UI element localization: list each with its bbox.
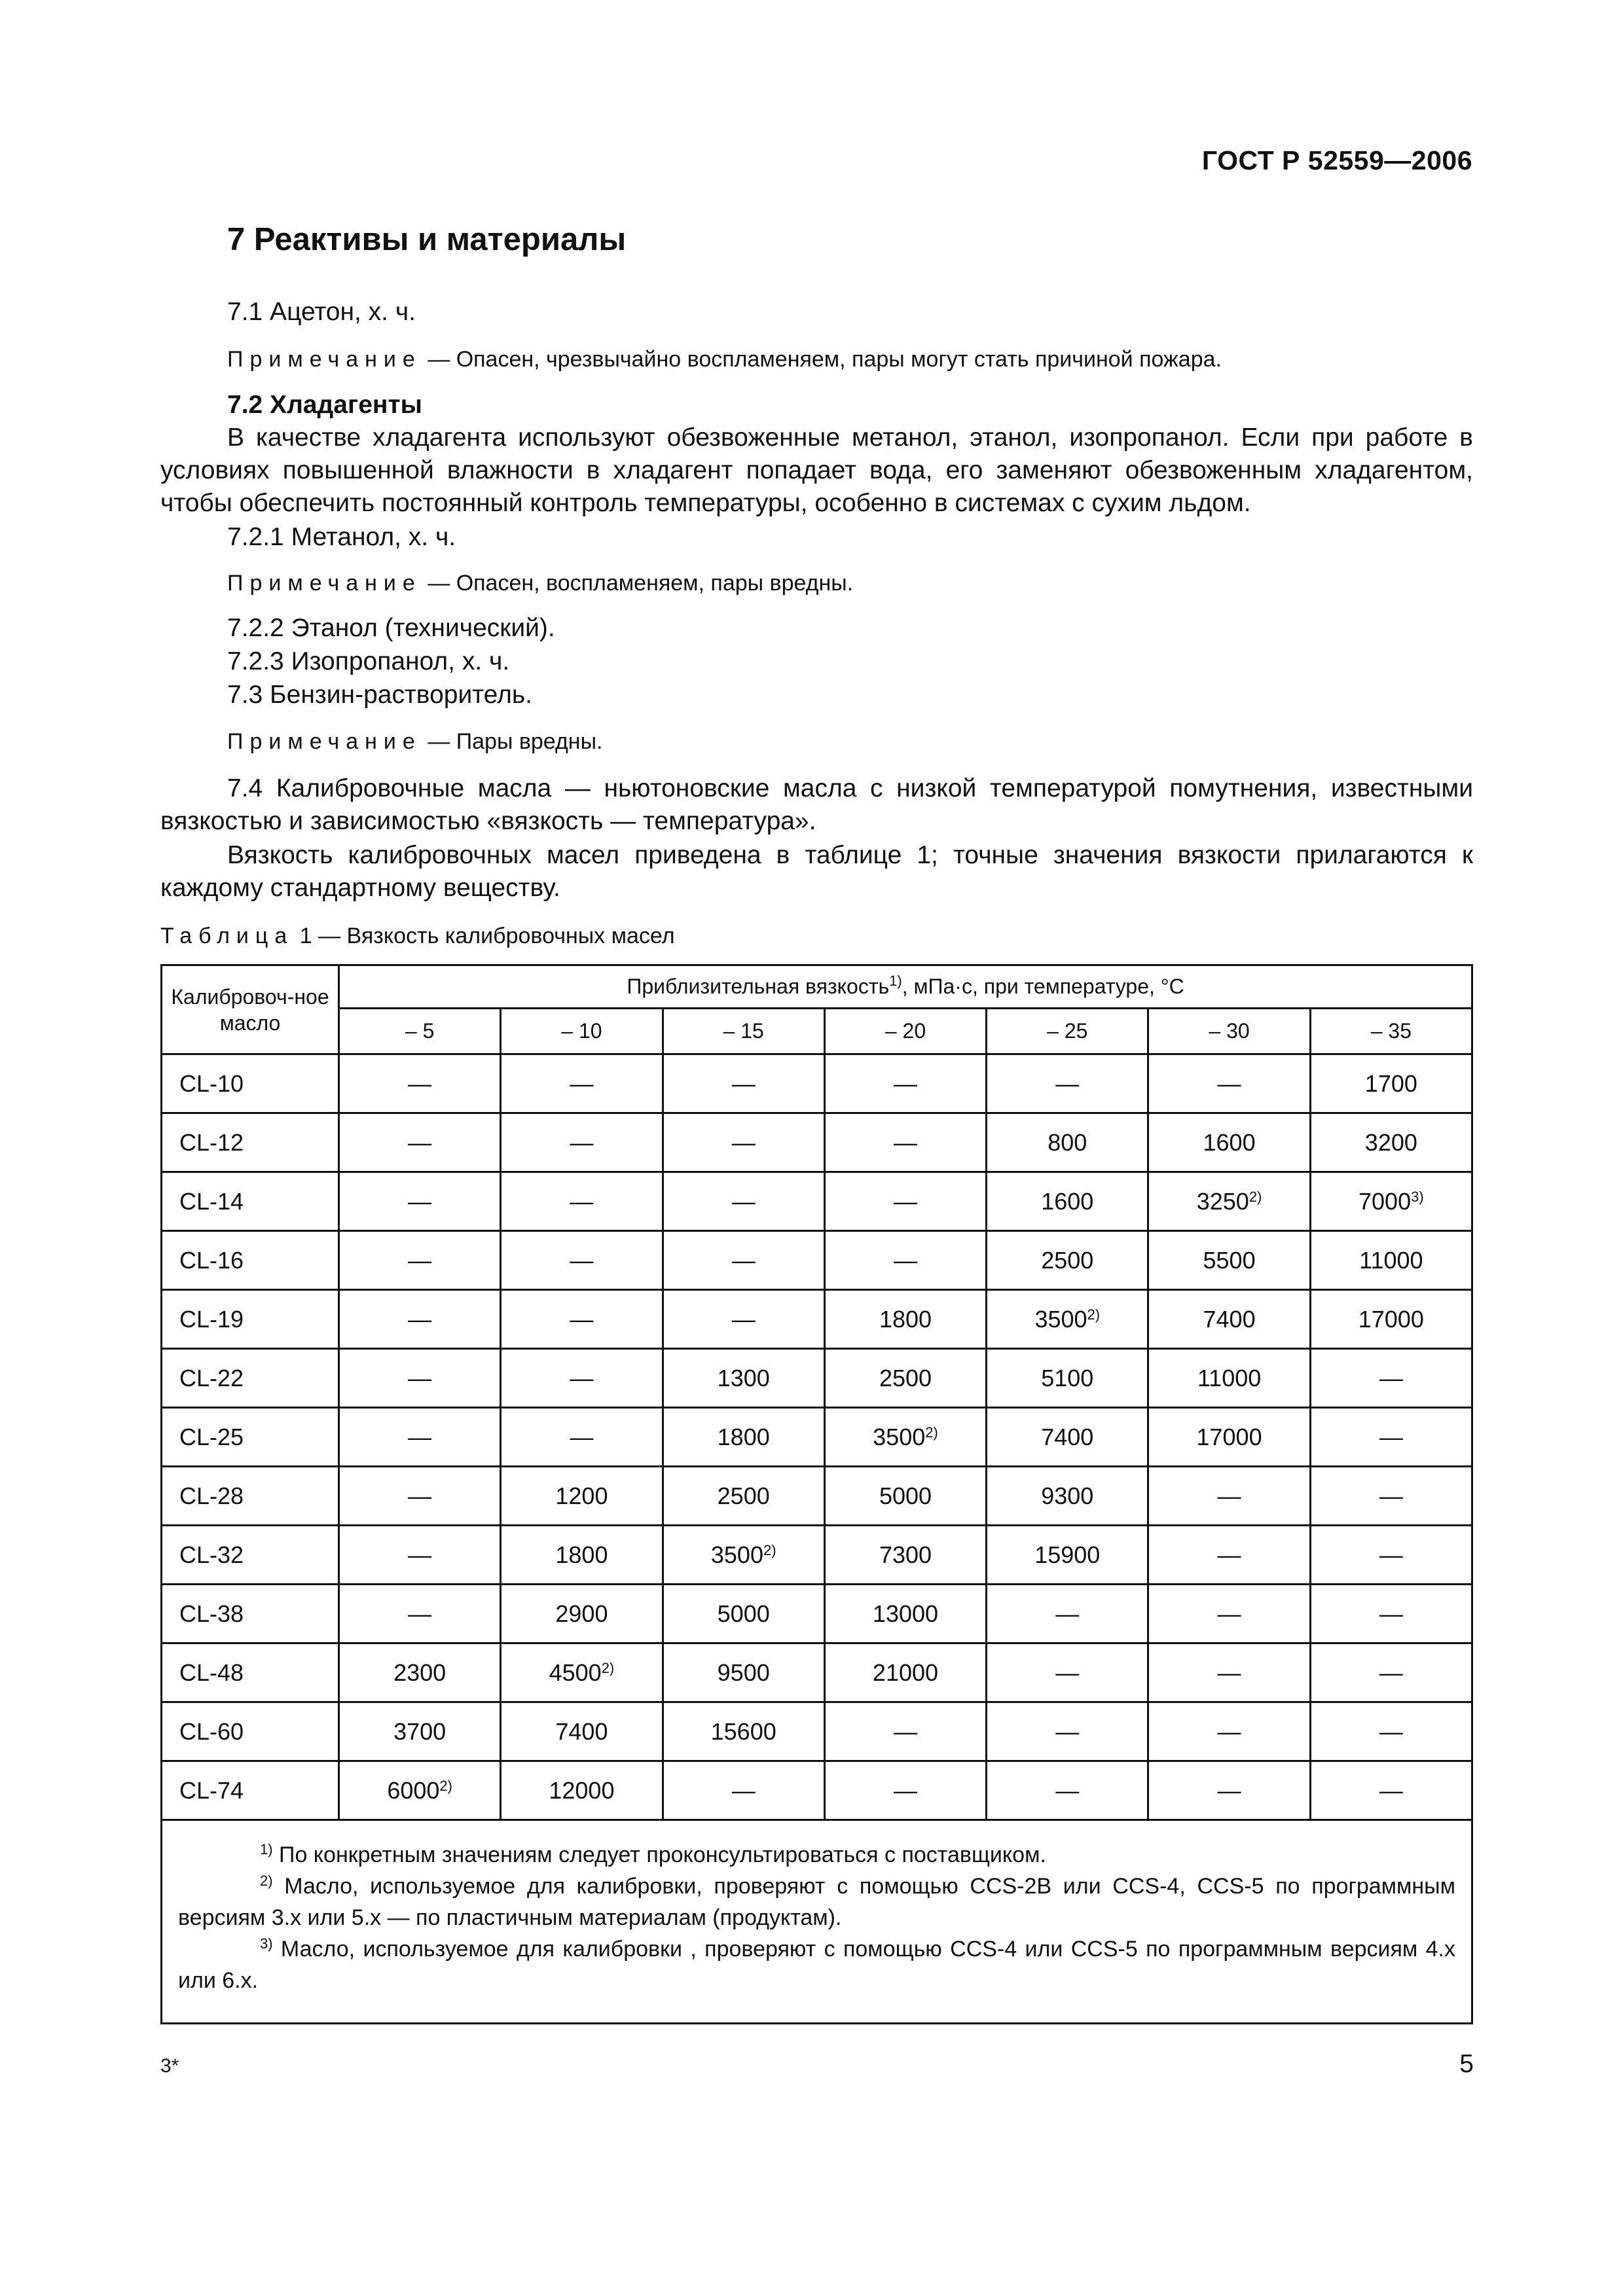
oil-name: CL-22 xyxy=(162,1349,339,1408)
viscosity-value: — xyxy=(893,1776,917,1804)
section-title: 7 Реактивы и материалы xyxy=(227,222,627,257)
oil-name: CL-25 xyxy=(162,1408,339,1467)
viscosity-cell xyxy=(501,1761,663,1820)
viscosity-value: 5500 xyxy=(1203,1246,1256,1274)
viscosity-cell xyxy=(824,1290,986,1349)
viscosity-cell xyxy=(1148,1231,1310,1290)
viscosity-cell xyxy=(987,1761,1148,1820)
viscosity-value: — xyxy=(408,1423,432,1450)
viscosity-value: — xyxy=(408,1482,432,1509)
footnote-text: Масло, используемое для калибровки , проверяют с помощью CCS-4 или CCS-5 по программным версиям 4.х или 6.х. xyxy=(178,1937,1455,1993)
viscosity-cell xyxy=(1148,1408,1310,1467)
oil-name: CL-16 xyxy=(162,1231,339,1290)
viscosity-cell xyxy=(501,1467,663,1526)
viscosity-cell xyxy=(339,1702,501,1761)
column-header-temp: – 25 xyxy=(987,1009,1148,1054)
viscosity-cell xyxy=(1148,1467,1310,1526)
viscosity-cell xyxy=(501,1408,663,1467)
footnote-ref: 1) xyxy=(889,973,902,989)
footnote xyxy=(178,1871,1455,1933)
viscosity-cell xyxy=(663,1172,824,1231)
note-text: — Пары вредны. xyxy=(421,729,603,754)
viscosity-value: — xyxy=(408,1364,432,1391)
table-caption-text: 1 — Вязкость калибровочных масел xyxy=(293,924,675,948)
table-row xyxy=(162,1231,1472,1290)
viscosity-cell xyxy=(663,1231,824,1290)
viscosity-cell xyxy=(987,1231,1148,1290)
viscosity-value: — xyxy=(731,1776,756,1804)
table-row xyxy=(162,1290,1472,1349)
viscosity-value: 1800 xyxy=(717,1423,770,1450)
viscosity-cell xyxy=(1310,1585,1472,1643)
viscosity-cell xyxy=(987,1408,1148,1467)
viscosity-cell xyxy=(663,1054,824,1113)
table-row xyxy=(162,1113,1472,1172)
viscosity-value: 11000 xyxy=(1359,1246,1423,1274)
oil-name: CL-14 xyxy=(162,1172,339,1231)
viscosity-value: — xyxy=(408,1305,432,1333)
viscosity-value: — xyxy=(1217,1600,1241,1627)
viscosity-cell xyxy=(1148,1702,1310,1761)
viscosity-value: — xyxy=(1379,1423,1403,1450)
viscosity-cell xyxy=(824,1585,986,1643)
table-row xyxy=(162,1054,1472,1113)
viscosity-cell xyxy=(339,1408,501,1467)
viscosity-value: 3500 xyxy=(710,1541,763,1568)
oil-name: CL-60 xyxy=(162,1702,339,1761)
viscosity-cell xyxy=(339,1585,501,1643)
para-7-4: 7.4 Калибровочные масла — ньютоновские масла с низкой температурой помутнения, известными вязкостью и зависимостью «вязкость — температура». xyxy=(160,774,1473,835)
viscosity-value: — xyxy=(1217,1541,1241,1568)
viscosity-value: — xyxy=(1379,1717,1403,1745)
viscosity-value: 5100 xyxy=(1041,1364,1094,1391)
viscosity-value: 3250 xyxy=(1196,1187,1249,1215)
viscosity-value: 21000 xyxy=(872,1659,939,1686)
viscosity-cell xyxy=(987,1349,1148,1408)
viscosity-value: 5000 xyxy=(717,1600,770,1627)
viscosity-cell xyxy=(824,1408,986,1467)
viscosity-value: 1200 xyxy=(555,1482,608,1509)
viscosity-cell xyxy=(987,1526,1148,1585)
viscosity-value: 1800 xyxy=(555,1541,608,1568)
viscosity-cell xyxy=(824,1643,986,1702)
para-7-1: 7.1 Ацетон, х. ч. xyxy=(227,298,416,326)
table-caption-label: Таблица xyxy=(160,924,294,948)
viscosity-value: — xyxy=(1055,1659,1080,1686)
viscosity-cell xyxy=(663,1113,824,1172)
viscosity-cell xyxy=(501,1290,663,1349)
footnote-text: Масло, используемое для калибровки, проверяют с помощью CCS-2В или CCS-4, CCS-5 по программным версиям 3.х или 5.х — по пластичным материалам (продуктам). xyxy=(178,1874,1455,1930)
viscosity-cell xyxy=(339,1643,501,1702)
viscosity-cell xyxy=(987,1113,1148,1172)
viscosity-cell xyxy=(987,1702,1148,1761)
oil-name: CL-12 xyxy=(162,1113,339,1172)
column-header-temp: – 30 xyxy=(1148,1009,1310,1054)
viscosity-value: — xyxy=(408,1187,432,1215)
viscosity-value: — xyxy=(408,1541,432,1568)
viscosity-cell xyxy=(501,1643,663,1702)
viscosity-value: — xyxy=(893,1187,917,1215)
column-header-oil: Калибровоч-ное масло xyxy=(162,965,339,1054)
viscosity-value: — xyxy=(1217,1482,1241,1509)
viscosity-value: 1600 xyxy=(1203,1128,1256,1156)
note-text: — Опасен, воспламеняем, пары вредны. xyxy=(421,571,854,596)
viscosity-cell xyxy=(339,1290,501,1349)
para-7-4-viscosity: Вязкость калибровочных масел приведена в таблице 1; точные значения вязкости прилагаются к каждому стандартному веществу. xyxy=(160,841,1473,902)
viscosity-cell xyxy=(1310,1761,1472,1820)
viscosity-cell xyxy=(1310,1408,1472,1467)
note-label: Примечание xyxy=(227,729,422,754)
note-text: — Опасен, чрезвычайно воспламеняем, пары могут стать причиной пожара. xyxy=(421,347,1222,372)
table-row xyxy=(162,1702,1472,1761)
para-7-2-1: 7.2.1 Метанол, х. ч. xyxy=(227,523,456,551)
viscosity-value: 12000 xyxy=(549,1776,615,1804)
viscosity-value: — xyxy=(731,1128,756,1156)
viscosity-cell xyxy=(1310,1643,1472,1702)
viscosity-value: — xyxy=(570,1364,594,1391)
viscosity-value: 6000 xyxy=(387,1776,440,1804)
viscosity-cell xyxy=(1148,1526,1310,1585)
note-label: Примечание xyxy=(227,347,422,372)
viscosity-value: — xyxy=(731,1069,756,1097)
table-caption xyxy=(160,924,675,949)
viscosity-value: 3700 xyxy=(393,1717,447,1745)
viscosity-value: — xyxy=(1217,1717,1241,1745)
viscosity-value: — xyxy=(1379,1364,1403,1391)
viscosity-cell xyxy=(501,1231,663,1290)
viscosity-cell xyxy=(987,1585,1148,1643)
sheet-mark: 3* xyxy=(160,2055,179,2077)
viscosity-cell xyxy=(1310,1172,1472,1231)
column-header-temp: – 10 xyxy=(501,1009,663,1054)
viscosity-cell xyxy=(824,1761,986,1820)
viscosity-value: 2900 xyxy=(555,1600,608,1627)
footnote-ref: 2) xyxy=(439,1777,452,1794)
viscosity-table xyxy=(160,964,1473,2024)
column-header-temp: – 5 xyxy=(339,1009,501,1054)
viscosity-cell xyxy=(339,1172,501,1231)
viscosity-cell xyxy=(1310,1054,1472,1113)
viscosity-value: 5000 xyxy=(879,1482,932,1509)
footnote-text: По конкретным значениям следует проконсультироваться с поставщиком. xyxy=(272,1842,1046,1867)
footnote-mark: 3) xyxy=(260,1935,273,1952)
viscosity-cell xyxy=(824,1526,986,1585)
viscosity-value: 15900 xyxy=(1034,1541,1101,1568)
table-row xyxy=(162,1585,1472,1643)
viscosity-value: 1300 xyxy=(717,1364,770,1391)
viscosity-value: — xyxy=(1217,1776,1241,1804)
viscosity-cell xyxy=(501,1054,663,1113)
viscosity-value: — xyxy=(1379,1600,1403,1627)
viscosity-cell xyxy=(824,1702,986,1761)
viscosity-value: — xyxy=(570,1305,594,1333)
viscosity-cell xyxy=(824,1467,986,1526)
footnote-mark: 2) xyxy=(260,1873,273,1889)
viscosity-value: — xyxy=(893,1717,917,1745)
viscosity-cell xyxy=(1148,1643,1310,1702)
footnote xyxy=(178,1839,1455,1871)
viscosity-value: — xyxy=(570,1423,594,1450)
footnote-ref: 2) xyxy=(1249,1188,1262,1205)
viscosity-cell xyxy=(1310,1113,1472,1172)
column-header-temp: – 15 xyxy=(663,1009,824,1054)
viscosity-value: — xyxy=(1217,1069,1241,1097)
viscosity-value: 3500 xyxy=(1034,1305,1087,1333)
viscosity-value: 1800 xyxy=(879,1305,932,1333)
viscosity-cell xyxy=(663,1702,824,1761)
viscosity-cell xyxy=(663,1408,824,1467)
viscosity-cell xyxy=(663,1585,824,1643)
oil-name: CL-74 xyxy=(162,1761,339,1820)
viscosity-cell xyxy=(1310,1231,1472,1290)
viscosity-cell xyxy=(1148,1585,1310,1643)
viscosity-cell xyxy=(1310,1702,1472,1761)
viscosity-value: 17000 xyxy=(1196,1423,1262,1450)
viscosity-cell xyxy=(987,1290,1148,1349)
table-row xyxy=(162,1349,1472,1408)
footnote-ref: 2) xyxy=(1087,1306,1101,1323)
para-7-2-3: 7.2.3 Изопропанол, х. ч. xyxy=(227,647,510,675)
viscosity-cell xyxy=(663,1761,824,1820)
viscosity-value: 7400 xyxy=(1041,1423,1094,1450)
viscosity-value: — xyxy=(731,1246,756,1274)
oil-name: CL-48 xyxy=(162,1643,339,1702)
table-row xyxy=(162,1467,1472,1526)
note-label: Примечание xyxy=(227,571,422,596)
viscosity-cell xyxy=(1148,1054,1310,1113)
viscosity-value: — xyxy=(408,1600,432,1627)
oil-name: CL-38 xyxy=(162,1585,339,1643)
viscosity-value: — xyxy=(570,1187,594,1215)
viscosity-value: 7300 xyxy=(879,1541,932,1568)
viscosity-value: — xyxy=(1379,1659,1403,1686)
viscosity-value: 2300 xyxy=(393,1659,447,1686)
viscosity-cell xyxy=(1148,1172,1310,1231)
viscosity-value: 2500 xyxy=(879,1364,932,1391)
viscosity-cell xyxy=(1310,1349,1472,1408)
viscosity-cell xyxy=(501,1702,663,1761)
viscosity-cell xyxy=(1310,1467,1472,1526)
note-acetone xyxy=(227,347,1222,372)
viscosity-cell xyxy=(663,1349,824,1408)
viscosity-cell xyxy=(1148,1761,1310,1820)
viscosity-value: — xyxy=(570,1069,594,1097)
table-row xyxy=(162,1761,1472,1820)
viscosity-value: 3500 xyxy=(873,1423,926,1450)
footnote-ref: 2) xyxy=(925,1424,938,1441)
viscosity-cell xyxy=(339,1761,501,1820)
viscosity-value: — xyxy=(731,1187,756,1215)
column-header-temp: – 35 xyxy=(1310,1009,1472,1054)
viscosity-value: 1700 xyxy=(1364,1069,1417,1097)
viscosity-value: — xyxy=(570,1128,594,1156)
viscosity-value: 2500 xyxy=(1041,1246,1094,1274)
viscosity-value: — xyxy=(1379,1541,1403,1568)
viscosity-cell xyxy=(501,1349,663,1408)
viscosity-cell xyxy=(987,1054,1148,1113)
viscosity-value: — xyxy=(731,1305,756,1333)
viscosity-value: 2500 xyxy=(717,1482,770,1509)
oil-name: CL-28 xyxy=(162,1467,339,1526)
viscosity-cell xyxy=(824,1349,986,1408)
viscosity-value: 7000 xyxy=(1359,1187,1412,1215)
document-code: ГОСТ Р 52559—2006 xyxy=(1201,145,1472,175)
viscosity-cell xyxy=(1148,1113,1310,1172)
viscosity-value: 15600 xyxy=(710,1717,776,1745)
viscosity-value: 4500 xyxy=(549,1659,602,1686)
table-row xyxy=(162,1408,1472,1467)
viscosity-value: 7400 xyxy=(555,1717,608,1745)
footnote xyxy=(178,1933,1455,1996)
viscosity-value: 9500 xyxy=(717,1659,770,1686)
table-row xyxy=(162,1643,1472,1702)
viscosity-cell xyxy=(987,1643,1148,1702)
viscosity-value: — xyxy=(1379,1482,1403,1509)
table-row xyxy=(162,1526,1472,1585)
viscosity-cell xyxy=(339,1054,501,1113)
footnote-ref: 3) xyxy=(1411,1188,1424,1205)
viscosity-value: 17000 xyxy=(1358,1305,1424,1333)
viscosity-cell xyxy=(1310,1290,1472,1349)
viscosity-value: — xyxy=(893,1128,917,1156)
viscosity-value: — xyxy=(1055,1776,1080,1804)
column-header-temp: – 20 xyxy=(824,1009,986,1054)
viscosity-cell xyxy=(339,1526,501,1585)
viscosity-cell xyxy=(339,1113,501,1172)
viscosity-value: — xyxy=(1055,1069,1080,1097)
column-group-header xyxy=(339,965,1472,1009)
viscosity-value: — xyxy=(1055,1600,1080,1627)
table-footnotes xyxy=(162,1820,1472,2024)
note-petrol xyxy=(227,729,602,755)
viscosity-cell xyxy=(663,1467,824,1526)
viscosity-value: 7400 xyxy=(1203,1305,1256,1333)
para-7-2: В качестве хладагента используют обезвоженные метанол, этанол, изопропанол. Если при работе в условиях повышенной влажности в хладагент попадает вода, его заменяют обезвоженным хладагентом, чтобы обеспечить постоянный контроль температуры, особенно в системах с сухим льдом. xyxy=(160,423,1473,517)
para-7-2-2: 7.2.2 Этанол (технический). xyxy=(227,614,555,642)
oil-name: CL-10 xyxy=(162,1054,339,1113)
viscosity-cell xyxy=(1148,1349,1310,1408)
viscosity-value: 1600 xyxy=(1041,1187,1094,1215)
viscosity-cell xyxy=(663,1290,824,1349)
viscosity-cell xyxy=(824,1054,986,1113)
viscosity-value: — xyxy=(1217,1659,1241,1686)
viscosity-cell xyxy=(824,1231,986,1290)
viscosity-cell xyxy=(1310,1526,1472,1585)
viscosity-value: 13000 xyxy=(872,1600,939,1627)
viscosity-cell xyxy=(987,1172,1148,1231)
note-methanol xyxy=(227,571,853,596)
para-7-3: 7.3 Бензин-растворитель. xyxy=(227,681,532,709)
viscosity-cell xyxy=(501,1526,663,1585)
viscosity-cell xyxy=(339,1349,501,1408)
group-header-text: Приблизительная вязкость xyxy=(627,975,890,998)
viscosity-cell xyxy=(663,1643,824,1702)
table-row xyxy=(162,1172,1472,1231)
footnotes-row xyxy=(162,1820,1472,2024)
viscosity-value: 800 xyxy=(1048,1128,1087,1156)
viscosity-cell xyxy=(824,1172,986,1231)
viscosity-value: 3200 xyxy=(1364,1128,1417,1156)
viscosity-value: — xyxy=(408,1246,432,1274)
viscosity-value: — xyxy=(408,1069,432,1097)
viscosity-cell xyxy=(1148,1290,1310,1349)
viscosity-cell xyxy=(339,1467,501,1526)
footnote-ref: 2) xyxy=(763,1541,776,1558)
group-header-units: , мПа·с, при температуре, °С xyxy=(902,975,1184,998)
oil-name: CL-32 xyxy=(162,1526,339,1585)
viscosity-value: — xyxy=(893,1246,917,1274)
viscosity-value: — xyxy=(893,1069,917,1097)
viscosity-value: 9300 xyxy=(1041,1482,1094,1509)
viscosity-value: 11000 xyxy=(1197,1364,1262,1391)
footnote-mark: 1) xyxy=(260,1841,273,1857)
viscosity-cell xyxy=(501,1172,663,1231)
subsection-title-7-2: 7.2 Хладагенты xyxy=(227,391,422,419)
viscosity-cell xyxy=(987,1467,1148,1526)
viscosity-cell xyxy=(501,1585,663,1643)
viscosity-value: — xyxy=(408,1128,432,1156)
viscosity-value: — xyxy=(570,1246,594,1274)
viscosity-cell xyxy=(824,1113,986,1172)
viscosity-cell xyxy=(339,1231,501,1290)
viscosity-cell xyxy=(501,1113,663,1172)
viscosity-cell xyxy=(663,1526,824,1585)
oil-name: CL-19 xyxy=(162,1290,339,1349)
footnote-ref: 2) xyxy=(601,1659,615,1676)
viscosity-value: — xyxy=(1379,1776,1403,1804)
viscosity-value: — xyxy=(1055,1717,1080,1745)
page-number: 5 xyxy=(1459,2050,1474,2078)
